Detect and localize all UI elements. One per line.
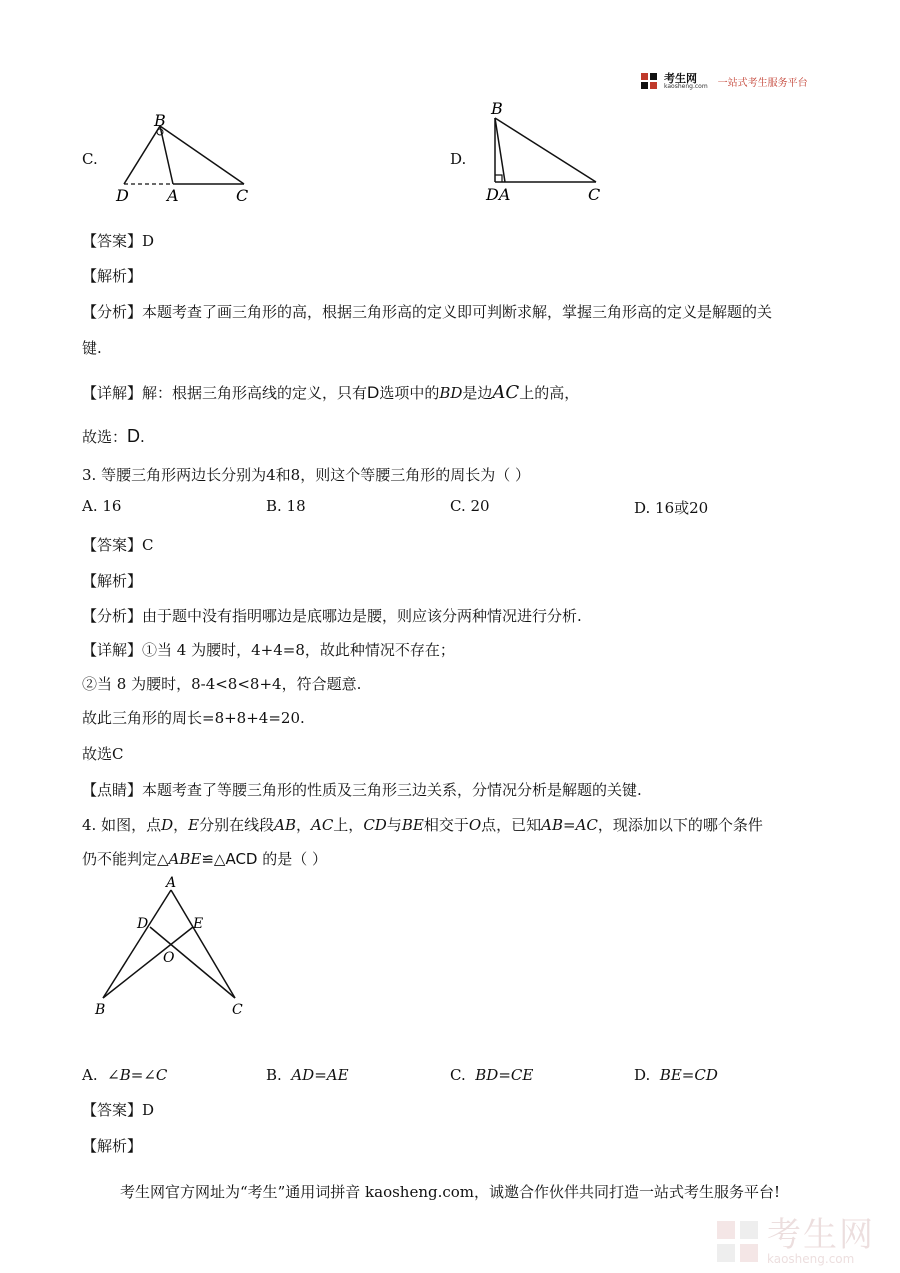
- detail-text-3: 是边: [462, 384, 493, 402]
- kaosheng-logo-icon: [640, 72, 658, 90]
- choose-text: 故选：: [82, 428, 128, 446]
- q4-var-be: BE: [401, 816, 424, 834]
- detail-line-1: ①当 4 为腰时，4+4=8，故此种情况不存在；: [142, 641, 455, 659]
- q4-text: ，现添加以下的哪个条件: [597, 816, 763, 834]
- q3-fenxi: [82, 605, 582, 626]
- detail-d: D: [367, 383, 380, 402]
- q2-choose: [82, 426, 145, 447]
- q4-option-d-text: BE=CD: [659, 1066, 718, 1084]
- q3-detail-1: [82, 639, 455, 660]
- q4-option-c: [450, 1066, 533, 1084]
- q3-option-b: B. 18: [266, 497, 306, 515]
- q4-side-ac: [171, 890, 235, 998]
- fig-d-side-ba: [495, 118, 505, 182]
- fig-c-side-bc: [160, 126, 244, 184]
- choose-value: C: [112, 745, 124, 763]
- q4-option-d: [634, 1066, 718, 1084]
- q3-option-c: C. 20: [450, 497, 490, 515]
- q3-answer: [82, 534, 154, 555]
- q3-stem: [82, 464, 530, 485]
- fig-d-right-angle-mark: [495, 175, 502, 182]
- fig-c-label-c: C: [236, 186, 249, 205]
- q4-var-e: E: [188, 816, 200, 834]
- q4-label-b: B: [95, 1002, 106, 1018]
- logo-slogan: 一站式考生服务平台: [717, 77, 808, 89]
- fig-d-side-bc: [495, 118, 596, 182]
- q4-text: 4. 如图，点: [82, 816, 162, 834]
- q3-detail-3: 故此三角形的周长=8+8+4=20.: [82, 709, 305, 727]
- detail-text-2: 选项中的: [379, 384, 440, 402]
- fenxi-tag: 【分析】: [82, 607, 143, 625]
- answer-value: C: [142, 536, 154, 554]
- fig-d-label-c: C: [588, 185, 601, 204]
- logo-url: kaosheng.com: [664, 82, 708, 90]
- detail-ac: AC: [492, 382, 520, 403]
- q4-option-c-label: C.: [450, 1066, 466, 1084]
- choose-text: 故选: [82, 745, 113, 763]
- answer-value: D: [142, 232, 155, 250]
- q2-answer: [82, 230, 154, 251]
- q4-label-e: E: [193, 916, 204, 932]
- q4-option-a-label: A.: [82, 1066, 98, 1084]
- fenxi-tag: 【分析】: [82, 303, 143, 321]
- q4-figure: [90, 872, 250, 1022]
- q4-answer: [82, 1099, 154, 1120]
- q4-stem-line-1: [82, 814, 763, 835]
- q4-side-ab: [103, 890, 171, 998]
- detail-text-4: 上的高，: [519, 384, 580, 402]
- q2-option-c-label: C.: [82, 150, 98, 168]
- q3-stem-8: 8: [290, 466, 301, 484]
- footer-text: 考生网官方网址为“考生”通用词拼音 kaosheng.com，诚邀合作伙伴共同打造一站式考生服务平台!: [119, 1183, 781, 1201]
- q2-fenxi-cont: 键.: [82, 339, 102, 357]
- q4-stem-line-2: [82, 848, 327, 869]
- answer-value: D: [142, 1101, 155, 1119]
- q4-var-o: O: [468, 816, 482, 834]
- detail-tag: 【详解】: [82, 384, 143, 402]
- fig-d-label-b: B: [491, 99, 503, 118]
- q2-option-d-label: D.: [450, 150, 467, 168]
- q4-text: ≌△ACD 的是（ ）: [201, 850, 328, 868]
- fig-d-label-da: DA: [486, 185, 511, 204]
- q3-option-d-1: D. 16: [634, 499, 675, 517]
- q3-analysis-tag: 【解析】: [82, 572, 143, 590]
- q3-option-d-2: 20: [689, 499, 709, 517]
- q4-analysis-tag: 【解析】: [82, 1137, 143, 1155]
- q4-option-a-text: ∠B=∠C: [107, 1066, 168, 1084]
- logo-name: 考生网: [664, 71, 697, 85]
- q4-text: 相交于: [423, 816, 469, 834]
- q4-var-d: D: [161, 816, 174, 834]
- fig-c-side-db: [124, 126, 160, 184]
- answer-tag: 【答案】: [82, 232, 143, 250]
- q4-var-ac: AC: [310, 816, 334, 834]
- dianjing-text: 本题考查了等腰三角形的性质及三角形三边关系，分情况分析是解题的关键.: [142, 781, 642, 799]
- watermark-name: 考生网: [767, 1215, 875, 1255]
- q4-text: 与: [386, 816, 402, 834]
- q3-stem-prefix: 3. 等腰三角形两边长分别为: [82, 466, 267, 484]
- answer-tag: 【答案】: [82, 1101, 143, 1119]
- q4-comma: ，: [173, 816, 189, 834]
- fig-c-label-a: A: [167, 186, 179, 205]
- q3-dianjing: [82, 779, 642, 800]
- q3-option-d: [634, 497, 708, 518]
- dianjing-tag: 【点睛】: [82, 781, 143, 799]
- q4-option-b-text: AD=AE: [291, 1066, 349, 1084]
- choose-value: D: [127, 426, 141, 446]
- answer-tag: 【答案】: [82, 536, 143, 554]
- q4-option-a: [82, 1066, 167, 1084]
- header-logo: [640, 72, 808, 90]
- choose-end: .: [140, 428, 145, 446]
- q4-text: 点，已知: [481, 816, 542, 834]
- detail-text-1: 解：根据三角形高线的定义，只有: [142, 384, 368, 402]
- watermark-url: kaosheng.com: [767, 1252, 855, 1266]
- detail-bd: BD: [439, 384, 463, 402]
- q4-label-d: D: [137, 916, 149, 932]
- fenxi-text: 由于题中没有指明哪边是底哪边是腰，则应该分两种情况进行分析.: [142, 607, 582, 625]
- q4-option-b: [266, 1066, 349, 1084]
- q2-figure-d: [480, 96, 630, 208]
- q4-option-c-text: BD=CE: [475, 1066, 534, 1084]
- q4-var-abac: AB=AC: [541, 816, 598, 834]
- fig-c-label-b: B: [154, 111, 166, 130]
- q4-option-b-label: B.: [266, 1066, 282, 1084]
- q4-var-ab: AB: [274, 816, 296, 834]
- q2-analysis-tag: 【解析】: [82, 267, 143, 285]
- q4-label-c: C: [232, 1002, 243, 1018]
- q4-segment-be: [103, 927, 193, 998]
- fenxi-text: 本题考查了画三角形的高，根据三角形高的定义即可判断求解，掌握三角形高的定义是解题的关: [142, 303, 773, 321]
- watermark: [715, 1215, 875, 1266]
- q3-option-a: A. 16: [82, 497, 122, 515]
- q3-stem-and: 和: [275, 466, 291, 484]
- q4-comma: ，: [295, 816, 311, 834]
- q4-text: 上，: [333, 816, 364, 834]
- q4-option-d-label: D.: [634, 1066, 651, 1084]
- q4-text: 仍不能判定△: [82, 850, 169, 868]
- q3-option-d-or: 或: [674, 499, 690, 517]
- fig-c-label-d: D: [116, 186, 129, 205]
- q4-var-abe: ABE: [168, 850, 202, 868]
- detail-tag: 【详解】: [82, 641, 143, 659]
- q3-detail-2: ②当 8 为腰时，8-4<8<8+4，符合题意.: [82, 675, 362, 693]
- q3-choose: [82, 743, 124, 764]
- watermark-logo-icon: [715, 1219, 761, 1265]
- q4-var-cd: CD: [363, 816, 387, 834]
- q2-detail: [82, 382, 579, 403]
- q4-label-o: O: [163, 950, 175, 966]
- q3-stem-4: 4: [266, 466, 276, 484]
- q3-stem-suffix: ，则这个等腰三角形的周长为（ ）: [300, 466, 530, 484]
- q2-figure-c: [110, 108, 260, 208]
- q2-fenxi: [82, 301, 772, 322]
- q4-label-a: A: [166, 875, 177, 891]
- q4-text: 分别在线段: [199, 816, 275, 834]
